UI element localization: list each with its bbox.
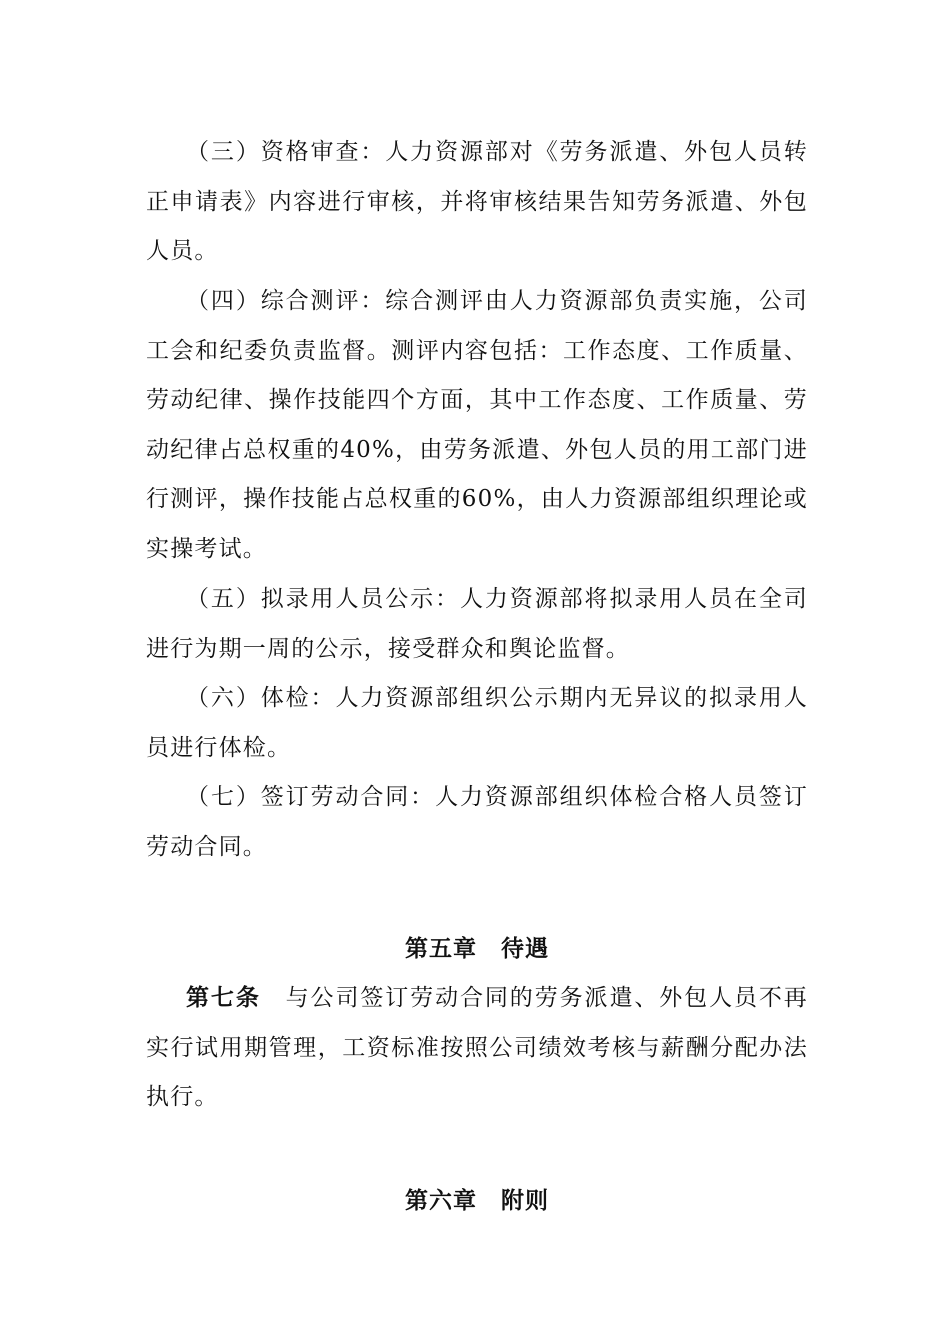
item-comprehensive-evaluation: （四）综合测评：综合测评由人力资源部负责实施，公司工会和纪委负责监督。测评内容包括：工作态度、工作质量、劳动纪律、操作技能四个方面，其中工作态度、工作质量、劳动纪律占总权重的40%，由劳务派遣、外包人员的用工部门进行测评，操作技能占总权重的60%，由人力资源部组织理论或实操考试。 (146, 288, 808, 562)
article-7 (146, 973, 808, 1123)
item-qualification-review: （三）资格审查：人力资源部对《劳务派遣、外包人员转正申请表》内容进行审核，并将审核结果告知劳务派遣、外包人员。 (146, 139, 808, 264)
item-sign-contract: （七）签订劳动合同：人力资源部组织体检合格人员签订劳动合同。 (146, 784, 808, 860)
article-7-text: 与公司签订劳动合同的劳务派遣、外包人员不再实行试用期管理，工资标准按照公司绩效考核与薪酬分配办法执行。 (146, 985, 808, 1110)
article-7-label: 第七条 (186, 984, 261, 1011)
item-medical-exam: （六）体检：人力资源部组织公示期内无异议的拟录用人员进行体检。 (146, 685, 808, 761)
chapter-5-title: 第五章 待遇 (405, 935, 549, 962)
chapter-6-title: 第六章 附则 (405, 1187, 549, 1214)
item-candidate-publicity: （五）拟录用人员公示：人力资源部将拟录用人员在全司进行为期一周的公示，接受群众和舆论监督。 (146, 586, 808, 662)
